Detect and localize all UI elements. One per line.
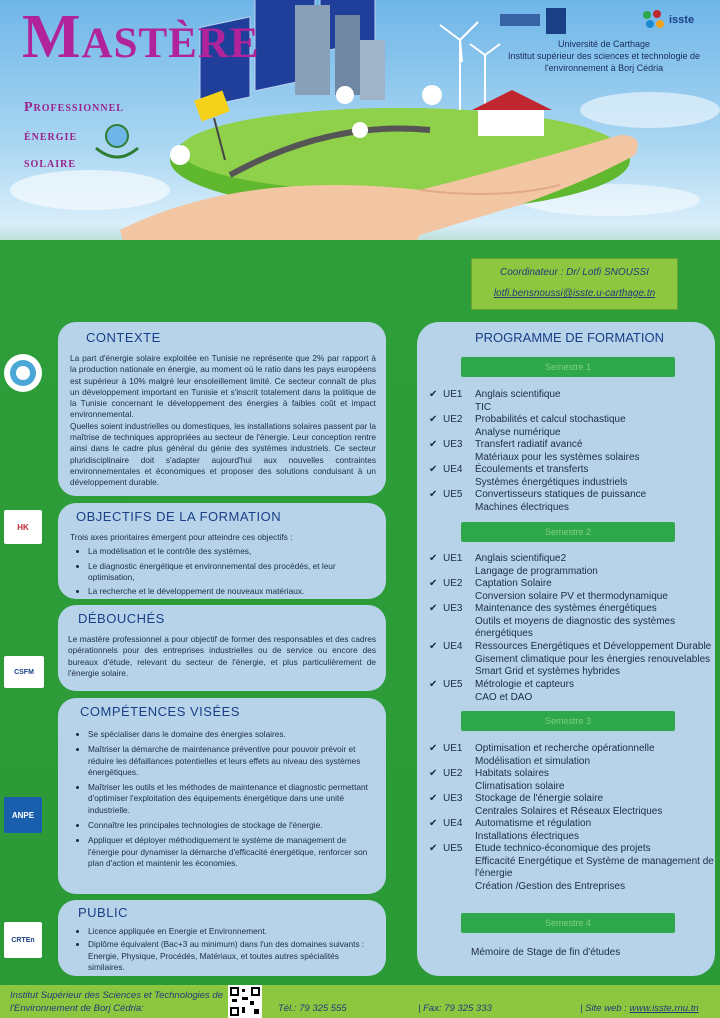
ue-code: UE1	[443, 553, 463, 564]
check-icon: ✔	[429, 641, 438, 652]
objectifs-title: OBJECTIFS DE LA FORMATION	[76, 509, 282, 524]
footer-institute	[10, 989, 223, 1015]
ue-code: UE5	[443, 843, 463, 854]
debouches-title: DÉBOUCHÉS	[78, 611, 165, 626]
ue-course: Gisement climatique pour les énergies renouvelables	[475, 653, 711, 665]
ue-course: Convertisseurs statiques de puissance	[475, 489, 647, 500]
ue-course: Ressources Energétiques et Développement Durable	[475, 641, 712, 652]
ue-code: UE4	[443, 464, 463, 475]
ue-code: UE1	[443, 743, 463, 754]
ue-course: Etude technico-économique des projets	[475, 843, 651, 854]
ue-course: énergétiques	[475, 628, 533, 639]
ue-item	[429, 743, 655, 768]
check-icon: ✔	[429, 439, 438, 450]
side-logo-csfm: CSFM	[4, 656, 44, 688]
university-carthage-logo-icon	[500, 8, 570, 36]
check-icon: ✔	[429, 743, 438, 754]
footer-institute-line-2: l'Environnement de Borj Cédria:	[10, 1003, 144, 1014]
ue-item	[429, 603, 675, 641]
ue-course: Métrologie et capteurs	[475, 679, 574, 690]
coordinator-email[interactable]: lotfi.bensnoussi@isste.u-carthage.tn	[493, 288, 656, 299]
subtitle-line-3: solaire	[24, 156, 77, 171]
semester-header: Semestre 2	[461, 522, 675, 542]
ue-course: Systèmes énergétiques industriels	[475, 476, 628, 488]
semester-4-text: Mémoire de Stage de fin d'études	[471, 947, 621, 958]
ue-item	[429, 843, 714, 893]
university-block	[488, 38, 720, 74]
subtitle-line-2: énergie	[24, 129, 78, 144]
ue-code: UE2	[443, 768, 463, 779]
list-item: • Connaître les principales technologies de stockage de l'énergie.	[88, 820, 376, 831]
public-card	[58, 900, 386, 976]
public-list	[70, 926, 376, 973]
subtitle-line-1: Professionnel	[24, 100, 124, 115]
ue-item	[429, 489, 646, 514]
contexte-title: CONTEXTE	[86, 330, 161, 345]
programme-title: PROGRAMME DE FORMATION	[475, 330, 664, 345]
ue-code: UE4	[443, 641, 463, 652]
list-item: • Maîtriser la démarche de maintenance préventive pour pouvoir prévoir et réduire les défaillances potentielles et leurs effets au niveau des systèmes énergétiques.	[88, 744, 376, 778]
check-icon: ✔	[429, 464, 438, 475]
isste-logo-text: isste	[669, 14, 695, 26]
ue-course: Installations électriques	[475, 830, 579, 842]
ue-item	[429, 439, 640, 464]
ue-course: Anglais scientifique	[475, 389, 561, 400]
side-logo-crten: CRTEn	[4, 922, 42, 958]
public-title: PUBLIC	[78, 905, 128, 920]
ue-course: Stockage de l'énergie solaire	[475, 793, 604, 804]
ue-code: UE2	[443, 414, 463, 425]
competences-list	[70, 729, 376, 869]
footer-fax: | Fax: 79 325 333	[418, 1003, 492, 1014]
list-item: • Se spécialiser dans le domaine des énergies solaires.	[88, 729, 376, 740]
contexte-paragraph-1: La part d'énergie solaire exploitée en Tunisie ne représente que 2% par rapport à la production nationale en énergie, au moment où le ratio dans les pays européens est supérieur à 10% malgré leur ensoleillement limité. Ce secteur connaît de plus un développement important en Tunisie et s'inscrit totalement dans la politique de la Tunisie concernant le développement des énergies à faibles coût et impact environnemental.	[70, 353, 376, 420]
ue-code: UE1	[443, 389, 463, 400]
side-logo-1	[4, 354, 42, 392]
side-logo-hk: HK	[4, 510, 42, 544]
ue-course: Transfert radiatif avancé	[475, 439, 583, 450]
ue-course: Analyse numérique	[475, 426, 561, 438]
contexte-card	[58, 322, 386, 496]
ue-item	[429, 768, 564, 793]
ue-item	[429, 553, 598, 578]
check-icon: ✔	[429, 414, 438, 425]
check-icon: ✔	[429, 489, 438, 500]
footer-institute-line-1: Institut Supérieur des Sciences et Technologies de	[10, 990, 224, 1001]
ue-course: Modélisation et simulation	[475, 755, 591, 767]
ue-course: Maintenance des systèmes énergétiques	[475, 603, 657, 614]
ue-course: Création /Gestion des Entreprises	[475, 880, 626, 892]
page-title: Mastère	[22, 3, 260, 71]
list-item: • La recherche et le développement de nouveaux matériaux.	[88, 586, 376, 597]
list-item: • Diplôme équivalent (Bac+3 au minimum) dans l'un des domaines suivants : Energie, Physique, Procédés, Matériaux, et toutes autres spécialités similaires.	[88, 939, 376, 973]
ue-code: UE2	[443, 578, 463, 589]
ue-item	[429, 679, 574, 704]
competences-title: COMPÉTENCES VISÉES	[80, 704, 240, 719]
check-icon: ✔	[429, 389, 438, 400]
ue-course: Langage de programmation	[475, 565, 598, 577]
ue-course: Efficacité Energétique et Système de management de	[475, 855, 714, 867]
isste-logo-icon	[640, 8, 666, 32]
institute-line-1: Institut supérieur des sciences et technologie de	[507, 51, 701, 61]
ue-course: CAO et DAO	[475, 691, 533, 703]
ue-item	[429, 641, 711, 679]
footer-web-link[interactable]: www.isste.rnu.tn	[629, 1003, 699, 1014]
ue-item	[429, 414, 626, 439]
footer-tel: Tél.: 79 325 555	[278, 1003, 347, 1014]
ue-item	[429, 818, 591, 843]
list-item: • Maîtriser les outils et les méthodes de maintenance et diagnostic permettant d'optimiser l'exploitation des équipements énergétique dans une unité industrielle.	[88, 782, 376, 816]
check-icon: ✔	[429, 553, 438, 564]
ue-code: UE3	[443, 603, 463, 614]
ue-course: Climatisation solaire	[475, 780, 565, 792]
ue-course: TIC	[475, 401, 492, 413]
footer-web-label: | Site web :	[580, 1003, 630, 1014]
check-icon: ✔	[429, 578, 438, 589]
ue-course: Automatisme et régulation	[475, 818, 592, 829]
solar-emblem-icon	[90, 120, 144, 164]
ue-course: Habitats solaires	[475, 768, 549, 779]
ue-course: Écoulements et transferts	[475, 464, 589, 475]
list-item: • Appliquer et déployer méthodiquement le système de management de l'énergie pour dynamiser la démarche d'efficacité énergétique, renforcer son plan d'action et maintenir les économies.	[88, 835, 376, 869]
ue-course: Captation Solaire	[475, 578, 552, 589]
ue-course: Smart Grid et systèmes hybrides	[475, 666, 621, 677]
check-icon: ✔	[429, 679, 438, 690]
debouches-text: Le mastère professionnel a pour objectif de former des responsables et des cadres opérationnels pour des entreprises industrielles ou de service ou encore des bureaux d'étude, relevant du secteur de l'énergie, et plus particulièrement de l'énergie solaire.	[68, 634, 376, 678]
institute-line-2: l'environnement à Borj Cédria	[544, 63, 664, 73]
ue-course: Probabilités et calcul stochastique	[475, 414, 626, 425]
ue-code: UE3	[443, 439, 463, 450]
side-logo-anpe: ANPE	[4, 797, 42, 833]
university-name: Université de Carthage	[557, 39, 651, 49]
ue-item	[429, 578, 668, 603]
competences-card	[58, 698, 386, 894]
coordinator-box	[471, 258, 678, 310]
check-icon: ✔	[429, 818, 438, 829]
ue-course: l'énergie	[475, 868, 513, 879]
partner-emblem-icon	[8, 358, 38, 388]
objectifs-card	[58, 503, 386, 599]
semester-header: Semestre 4	[461, 913, 675, 933]
isste-logo	[640, 8, 694, 32]
coordinator-label: Coordinateur : Dr/ Lotfi SNOUSSI	[500, 267, 649, 278]
contexte-paragraph-2: Quelles soient industrielles ou domestiques, les installations solaires passent par la maîtrise de techniques appropriées au secteur de l'énergie. Leur conception rentre ainsi dans le cadre plus général du génie des systèmes industriels. Ce secteur pluridisciplinaire doit s'adapter aujourd'hui aux nouvelles contraintes environnementales et économiques et proposer des solutions conduisant à un développement durable.	[70, 420, 376, 488]
check-icon: ✔	[429, 768, 438, 779]
ue-item	[429, 793, 662, 818]
objectifs-list	[70, 546, 376, 597]
ue-code: UE4	[443, 818, 463, 829]
ue-code: UE5	[443, 679, 463, 690]
ue-course: Machines électriques	[475, 501, 569, 513]
ue-course: Conversion solaire PV et thermodynamique	[475, 590, 668, 602]
semester-header: Semestre 3	[461, 711, 675, 731]
check-icon: ✔	[429, 793, 438, 804]
objectifs-intro: Trois axes prioritaires émergent pour atteindre ces objectifs :	[70, 532, 293, 542]
ue-code: UE3	[443, 793, 463, 804]
ue-item	[429, 389, 561, 414]
ue-course: Centrales Solaires et Réseaux Electriques	[475, 805, 663, 817]
check-icon: ✔	[429, 843, 438, 854]
ue-code: UE5	[443, 489, 463, 500]
debouches-card	[58, 605, 386, 691]
footer	[0, 985, 720, 1018]
ue-course: Anglais scientifique2	[475, 553, 567, 564]
ue-course: Outils et moyens de diagnostic des systèmes	[475, 615, 676, 627]
semester-header: Semestre 1	[461, 357, 675, 377]
programme-card	[417, 322, 715, 976]
ue-course: Optimisation et recherche opérationnelle	[475, 743, 655, 754]
qr-code-icon	[228, 985, 262, 1018]
check-icon: ✔	[429, 603, 438, 614]
footer-web	[580, 1003, 699, 1014]
list-item: • Le diagnostic énergétique et environnemental des procédés, et leur optimisation,	[88, 561, 376, 584]
ue-item	[429, 464, 627, 489]
ue-course: Matériaux pour les systèmes solaires	[475, 451, 640, 463]
list-item: • La modélisation et le contrôle des systèmes,	[88, 546, 376, 557]
list-item: • Licence appliquée en Energie et Environnement.	[88, 926, 376, 937]
